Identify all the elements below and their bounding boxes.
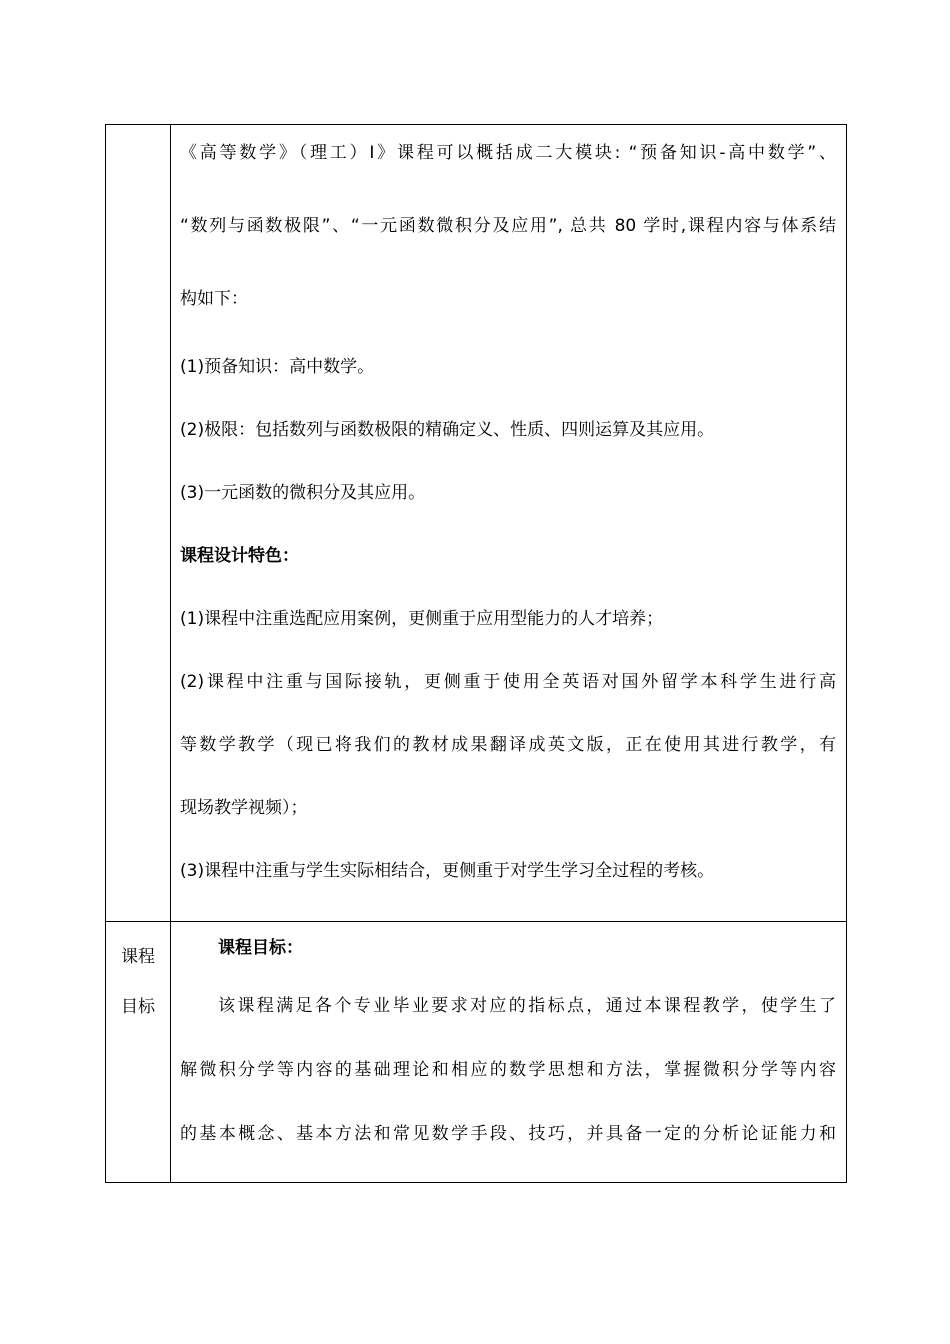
row-content-cell <box>171 125 847 922</box>
paragraph-line: “数列与函数极限”、“一元函数微积分及应用”, 总共 80 学时,课程内容与体系结 <box>180 216 836 236</box>
paragraph-line: 该课程满足各个专业毕业要求对应的指标点，通过本课程教学，使学生了 <box>218 996 836 1016</box>
section-heading: 课程目标： <box>218 938 303 958</box>
list-item: (3)一元函数的微积分及其应用。 <box>180 483 426 503</box>
table-row-content-structure <box>106 125 847 922</box>
row-label-line: 课程 <box>121 947 155 967</box>
list-item: (1)课程中注重选配应用案例，更侧重于应用型能力的人才培养； <box>180 609 664 629</box>
row-content-cell <box>171 922 847 1183</box>
row-label-cell <box>106 125 171 922</box>
list-item: (2)极限：包括数列与函数极限的精确定义、性质、四则运算及其应用。 <box>180 420 715 440</box>
table-row-course-objectives <box>106 922 847 1183</box>
list-item: (1)预备知识：高中数学。 <box>180 357 375 377</box>
paragraph-line: 构如下： <box>180 289 248 309</box>
paragraph-line: 现场教学视频）； <box>180 798 308 818</box>
section-heading: 课程设计特色： <box>180 546 299 566</box>
list-item: (2)课程中注重与国际接轨，更侧重于使用全英语对国外留学本科学生进行高 <box>180 672 836 692</box>
course-table <box>105 124 847 1183</box>
row-label-cell <box>106 922 171 1183</box>
paragraph-line: 的基本概念、基本方法和常见数学手段、技巧，并具备一定的分析论证能力和 <box>180 1124 836 1144</box>
paragraph-line: 解微积分学等内容的基础理论和相应的数学思想和方法，掌握微积分学等内容 <box>180 1060 836 1080</box>
row-label-line: 目标 <box>121 997 155 1017</box>
paragraph-line: 等数学教学（现已将我们的教材成果翻译成英文版，正在使用其进行教学，有 <box>180 735 836 755</box>
list-item: (3)课程中注重与学生实际相结合，更侧重于对学生学习全过程的考核。 <box>180 861 715 881</box>
paragraph-line: 《高等数学》（理工）I》课程可以概括成二大模块: “预备知识-高中数学”、 <box>180 143 836 163</box>
